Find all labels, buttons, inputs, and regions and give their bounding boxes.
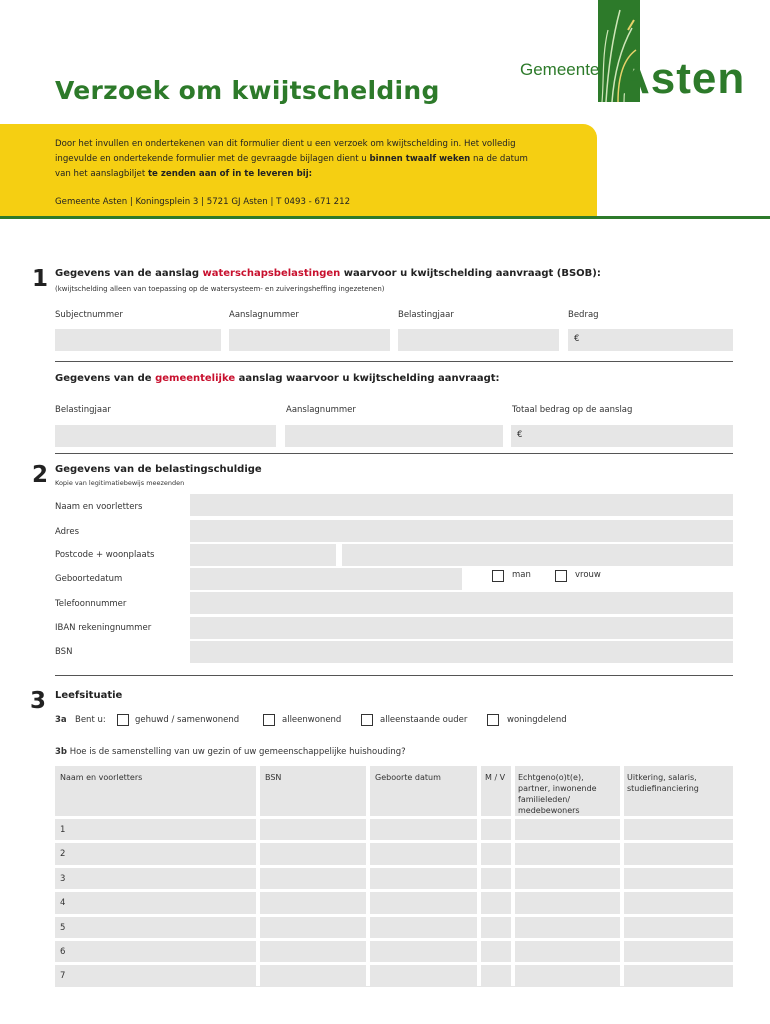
q3a-text: Bent u: — [75, 715, 106, 725]
label-aanslagnummer-2: Aanslagnummer — [286, 405, 356, 415]
belastingjaar-input[interactable] — [398, 329, 559, 351]
logo-gemeente: Gemeente — [520, 60, 600, 79]
checkbox-woningdelend[interactable] — [487, 714, 499, 726]
row-number: 4 — [60, 898, 66, 909]
col-divider — [620, 766, 624, 986]
row-number: 3 — [60, 873, 66, 884]
subjectnummer-input[interactable] — [55, 329, 221, 351]
currency-symbol: € — [517, 430, 523, 440]
section-1-number: 1 — [32, 266, 49, 292]
adres-input[interactable] — [190, 520, 733, 542]
th-bsn: BSN — [265, 773, 282, 782]
label-vrouw: vrouw — [575, 570, 601, 580]
label-naam: Naam en voorletters — [55, 502, 143, 512]
logo-asten: Asten — [618, 54, 746, 103]
label-belastingjaar: Belastingjaar — [398, 310, 454, 320]
currency-symbol: € — [574, 334, 580, 344]
totaal-bedrag-input[interactable] — [511, 425, 733, 447]
geboortedatum-input[interactable] — [190, 568, 462, 590]
option-alleenstaande-ouder: alleenstaande ouder — [380, 715, 468, 725]
bsn-input[interactable] — [190, 641, 733, 663]
row-number: 1 — [60, 825, 66, 835]
table-row[interactable] — [55, 892, 733, 913]
table-row[interactable] — [55, 819, 733, 840]
telefoonnummer-input[interactable] — [190, 592, 733, 614]
notice-line-1: Door het invullen en ondertekenen van dit formulier dient u een verzoek om kwijtschelding in. Het volledig — [55, 139, 516, 149]
option-gehuwd: gehuwd / samenwonend — [135, 715, 240, 725]
aanslagnummer-input[interactable] — [229, 329, 390, 351]
col-divider — [511, 766, 515, 986]
notice-divider — [0, 216, 770, 219]
table-row[interactable] — [55, 843, 733, 864]
section-1-note: (kwijtschelding alleen van toepassing op de watersysteem- en zuiveringsheffing ingezetenen) — [55, 285, 385, 293]
section-2-number: 2 — [32, 462, 49, 488]
notice-line-3: van het aanslagbiljet te zenden aan of in te leveren bij: — [55, 169, 313, 179]
label-totaal-bedrag: Totaal bedrag op de aanslag — [512, 405, 633, 415]
belastingjaar-2-input[interactable] — [55, 425, 276, 447]
divider — [55, 453, 733, 454]
th-geboortedatum: Geboorte datum — [375, 773, 441, 782]
notice-address: Gemeente Asten | Koningsplein 3 | 5721 GJ Asten | T 0493 - 671 212 — [55, 197, 351, 207]
row-number: 5 — [60, 922, 66, 933]
page-title: Verzoek om kwijtschelding — [55, 76, 440, 105]
th-mv: M / V — [485, 773, 506, 782]
th-echtgenoot: Echtgeno(o)t(e), partner, inwonende familieleden/ medebewoners — [518, 773, 597, 815]
label-man: man — [512, 570, 531, 580]
notice-line-2: ingevulde en ondertekende formulier met de gevraagde bijlagen dient u binnen twaalf weken na de datum — [55, 154, 528, 164]
label-geboortedatum: Geboortedatum — [55, 574, 123, 584]
label-bsn: BSN — [55, 647, 73, 657]
postcode-input[interactable] — [190, 544, 336, 566]
label-subjectnummer: Subjectnummer — [55, 310, 123, 320]
section-2-note: Kopie van legitimatiebewijs meezenden — [55, 479, 185, 487]
option-woningdelend: woningdelend — [507, 715, 567, 725]
q3a-label: 3a — [55, 715, 67, 725]
section-3-heading: Leefsituatie — [55, 690, 123, 701]
col-divider — [366, 766, 370, 986]
table-row[interactable] — [55, 917, 733, 938]
label-bedrag: Bedrag — [568, 310, 599, 320]
checkbox-vrouw[interactable] — [555, 570, 567, 582]
label-belastingjaar-2: Belastingjaar — [55, 405, 111, 415]
table-row[interactable] — [55, 868, 733, 889]
checkbox-alleenstaande-ouder[interactable] — [361, 714, 373, 726]
label-iban: IBAN rekeningnummer — [55, 623, 152, 633]
divider — [55, 361, 733, 362]
row-number: 7 — [60, 971, 66, 982]
aanslagnummer-2-input[interactable] — [285, 425, 503, 447]
label-aanslagnummer: Aanslagnummer — [229, 310, 299, 320]
iban-input[interactable] — [190, 617, 733, 639]
table-row[interactable] — [55, 965, 733, 986]
row-number: 2 — [60, 849, 66, 860]
label-telefoonnummer: Telefoonnummer — [55, 599, 127, 609]
bedrag-input[interactable] — [568, 329, 733, 351]
row-number: 6 — [60, 947, 66, 957]
label-postcode: Postcode + woonplaats — [55, 550, 155, 560]
th-uitkering: Uitkering, salaris, studiefinanciering — [627, 773, 699, 793]
checkbox-gehuwd[interactable] — [117, 714, 129, 726]
label-adres: Adres — [55, 527, 80, 537]
naam-input[interactable] — [190, 494, 733, 516]
notice-box — [0, 124, 597, 218]
section-1-heading: Gegevens van de aanslag waterschapsbelastingen waarvoor u kwijtschelding aanvraagt (BSOB): — [55, 268, 601, 279]
table-row[interactable] — [55, 941, 733, 962]
divider — [55, 675, 733, 676]
section-2-heading: Gegevens van de belastingschuldige — [55, 464, 262, 475]
option-alleenwonend: alleenwonend — [282, 715, 342, 725]
section-1b-heading: Gegevens van de gemeentelijke aanslag waarvoor u kwijtschelding aanvraagt: — [55, 373, 500, 384]
checkbox-alleenwonend[interactable] — [263, 714, 275, 726]
th-naam: Naam en voorletters — [60, 773, 143, 782]
section-3-number: 3 — [30, 688, 47, 714]
col-divider — [256, 766, 260, 986]
woonplaats-input[interactable] — [342, 544, 733, 566]
checkbox-man[interactable] — [492, 570, 504, 582]
q3b: 3b Hoe is de samenstelling van uw gezin of uw gemeenschappelijke huishouding? — [55, 747, 406, 757]
col-divider — [477, 766, 481, 986]
